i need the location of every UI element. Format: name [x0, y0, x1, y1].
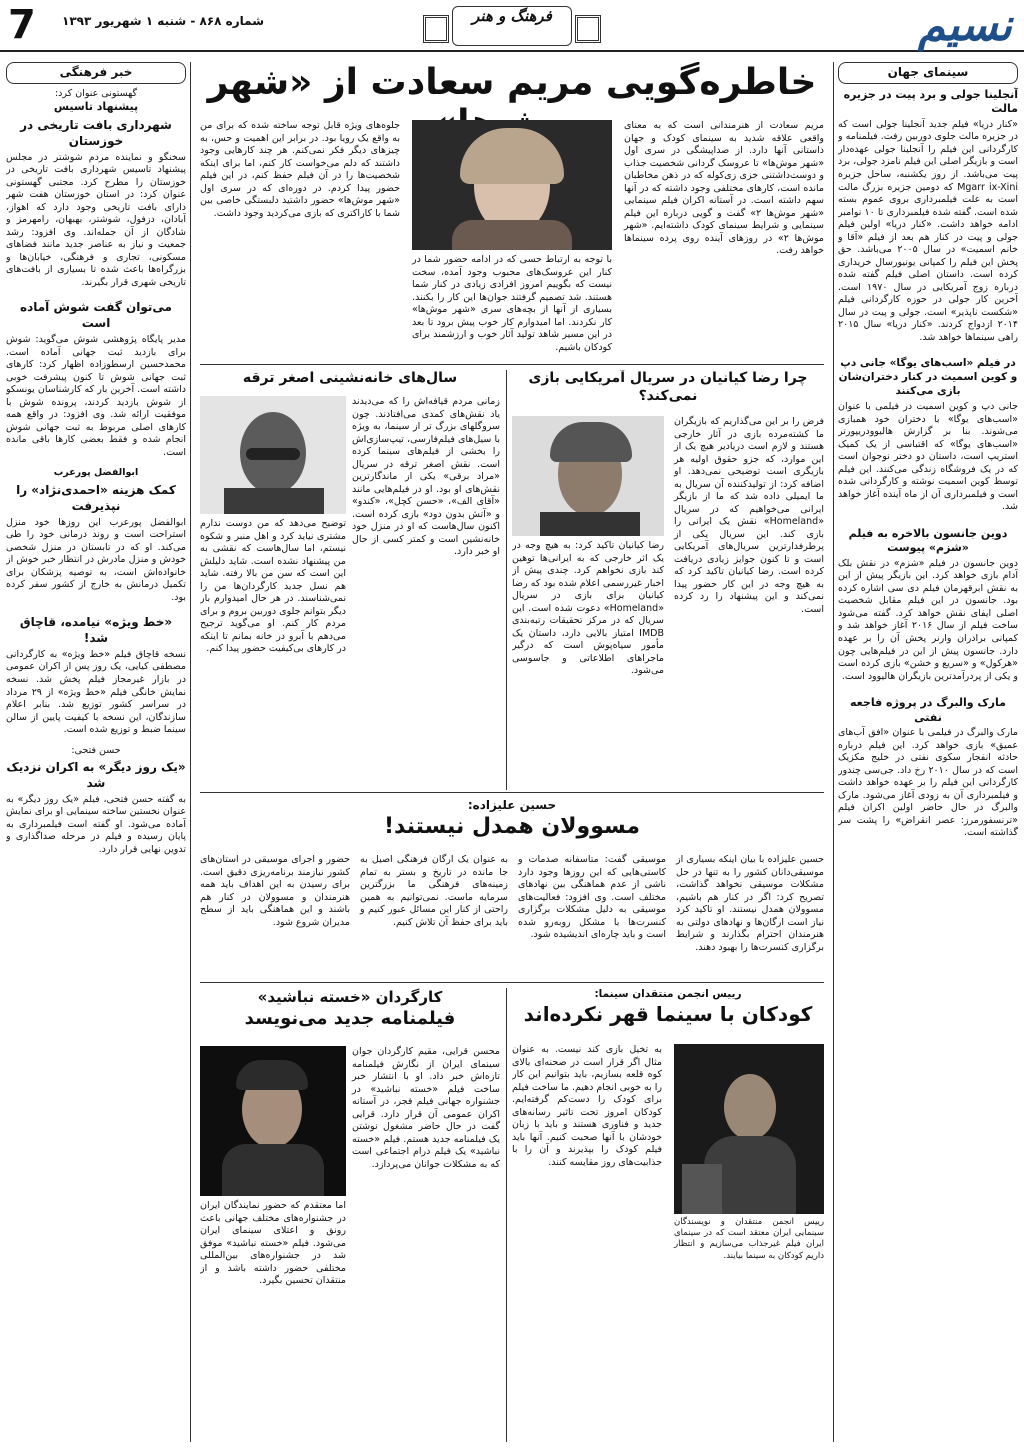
article-body: جانی دپ و کوین اسمیت در فیلمی با عنوان «اسب‌های یوگا» با دختران خود همبازی می‌شوند. بنا بر گزارش هالیوودریپورتر «اسب‌های یوگا» که اقتباسی از یک کمیک استریپ است، داستان دو دختر نوجوان است که در یک فروشگاه زندگی می‌کنند. این فیلم توسط کوین اسمیت نوشته و کارگردانی شده است و فیلمبرداری آن از ماه آینده آغاز خواهد شد. [838, 401, 1018, 513]
article-title: دوین جانسون بالاخره به فیلم «شزم» پیوست [848, 526, 1008, 555]
article-body: توضیح می‌دهد که من دوست ندارم مشتری نیاید کرد و اهل منبر و شکوه نیستم، اما سال‌هاست که نقشی به من پیشنهاد نشده است. شاید دلیلش این است که سن من بالا رفته. شاید هم نسل جدید کارگردان‌ها من را نمی‌شناسند. در هر حال امیدوارم بار دیگر بتوانم جلوی دوربین بروم و برای مردم کار کنم. او می‌گوید ترجیح می‌دهم با آبرو در خانه بمانم تا اینکه در کارهای بی‌کیفیت حضور پیدا کنم. [200, 518, 346, 655]
article-body: ابوالفضل پورعرب این روزها خود منزل استراحت است و روند درمانی خود را طی می‌کند. او که در تابستان در منزل شخصی خودش و منزل مادرش در انتظار خبر خوش از خانواده‌اش است، به توصیه پزشکان برای تکمیل درمانش به خارج از کشور سفر کرده بود. [6, 516, 186, 603]
article-body: با توجه به ارتباط حسی که در ادامه حضور شما در کنار این عروسک‌های محبوب وجود آمده، سخت نیست که بگوییم امروز افرادی زیادی در کنار شما هستند. شد تصمیم گرفتند جوان‌ها این کار را بکنند. بسیاری از آنها از بچه‌های سری «شهر موش‌ها» کار نکردند. اما امیدوارم کار خوب پیش برود تا بعد در این مسیر شاهد تولید آثار خوب و ارزشمند برای کودکان باشیم. [412, 254, 612, 353]
article-body: اما معتقدم که حضور نمایندگان ایران در جشنواره‌های مختلف جهانی باعث رونق و اعتلای سینمای ایران می‌شود. فیلم «خسته نباشید» موفق شد در جشنواره‌های بین‌المللی مختلفی حضور داشته باشد و از منتقدان تحسین بگیرد. [200, 1200, 346, 1287]
maryam-saadat-photo [412, 120, 612, 250]
torghe-story [200, 370, 500, 790]
section-title: فرهنگ و هنر [452, 6, 572, 46]
article-body: موسیقی گفت: متاسفانه صدمات و کاستی‌هایی که این روزها وجود دارد ناشی از عدم هماهنگی بین نهادهای مختلف است. وی افزود: فعالیت‌های موسیقی به دلیل مشکلات برگزاری کنسرت‌ها با مشکل روبه‌رو شده است و باید چاره‌ای اندیشیده شود. [518, 854, 666, 941]
article-title: در فیلم «اسب‌های یوگا» جانی دپ و کوین اسمیت در کنار دختران‌شان بازی می‌کنند [838, 357, 1018, 398]
article-body: سخنگو و نماینده مردم شوشتر در مجلس پیشنهاد تاسیس شهرداری بافت تاریخی در خوزستان را مطرح کرد. مجتبی گهستونی عنوان کرد: در استان خوزستان هفت شهر دارای بافت تاریخی وجود دارد که اهواز، آبادان، دزفول، شوشتر، بهبهان، رامهرمز و شادگان از آن جمله‌اند. وی افزود: رشد جمعیت و نیاز به عناصر جدید مانند فضاهای مسکونی، تجاری و فرهنگی، خیابان‌ها و بزرگراه‌ها باعث شده تا بسیاری از بافت‌های تاریخی شهری قرار بگیرند. [6, 151, 186, 288]
article-body: مارک والبرگ در فیلمی با عنوان «افق آب‌های عمیق» بازی خواهد کرد. این فیلم درباره حادثه انفجار سکوی نفتی در خلیج مکزیک است که در سال ۲۰۱۰ رخ داد. جی‌سی چندور کارگردانی این فیلم را بر عهده خواهد داشت و فیلمبرداری آن به زودی آغاز می‌شود. مارک والبرگ در حال حاضر اولین اکران فیلم «ترنسفورمرز: عصر انقراض» را پشت سر گذاشته است. [838, 727, 1018, 839]
photo-caption: رییس انجمن منتقدان و نویسندگان سینمایی ایران معتقد است که در سینمای ایران فیلم غیرجذاب می‌سازیم و انتظار داریم کودکان به سینما بیایند. [674, 1217, 824, 1261]
lead-headline: خاطره‌گویی مریم سعادت از «شهر [207, 62, 817, 103]
article-kicker: گهستونی عنوان کرد: [54, 87, 137, 99]
column-divider [506, 370, 507, 790]
kianian-story [512, 370, 824, 790]
newspaper-logo: نسیم [917, 0, 1012, 51]
cultural-news-header: خبر فرهنگی [6, 62, 186, 84]
article-title: چرا رضا کیانیان در سریال آمریکایی بازی نمی‌کند؟ [528, 370, 808, 404]
article-body: به عنوان یک ارگان فرهنگی اصیل به جا مانده در تاریخ و بستر به تمام زمینه‌های فرهنگی ما بزرگترین سرمایه ماست. نمی‌توانیم به همین راحتی از کنار این مسائل عبور کنیم و باید برای حفظ آن تلاش کنیم. [360, 854, 508, 928]
world-cinema-column [838, 62, 1018, 1442]
article-kicker: حسن فتحی: [71, 744, 121, 756]
article-body: مدیر پایگاه پژوهشی شوش می‌گوید: شوش برای بازدید ثبت جهانی آماده است. محمدحسین ارسطوزاده اظهار کرد: کارهای ثبت جهانی شوش تا کنون پیشرفت خوبی داشته است. آخرین بار که کارشناسان یونسکو از شوش بازدید کردند، پرونده شوش با موفقیت ارائه شد. وی افزود: در واقع همه کارهای اصلی مربوط به ثبت جهانی شوش انجام شده و فقط بعضی کارها باقی مانده است. [6, 334, 186, 458]
article-title: سال‌های خانه‌نشینی اصغر ترقه [242, 370, 458, 386]
article-body: حضور و اجرای موسیقی در استان‌های کشور نیازمند برنامه‌ریزی دقیق است. برای رسیدن به این اهداف باید همه هنرمندان و مسوولان در کنار هم باشند و این هماهنگی باید از سطح مدیران شروع شود. [200, 854, 350, 928]
article-title: فیلمنامه جدید می‌نویسد [244, 1007, 456, 1029]
alizadeh-story [200, 798, 824, 978]
article-body: به تخیل بازی کند نیست. به عنوان مثال اگر قرار است در صحنه‌ای بالای کوه قلعه بسازیم، باید بتوانیم این کار را به خوبی انجام دهیم. ما ساخت فیلم برای کودک را دست‌کم گرفته‌ایم. کودکان امروز تحت تاثیر رسانه‌های جدید و فناوری هستند و باید با زبان خودشان با آنها صحبت کنیم. آنها باید فیلم کودک را بپذیرند و آن را با جذابیت‌های روز مقایسه کنند. [512, 1044, 662, 1168]
article-body: جلوه‌های ویژه قابل توجه ساخته شده که برای من به واقع یک رویا بود. در برابر این اهمیت و حس، به چیزهای دیگر فکر نمی‌کنم. هر چند کارهایی وجود داشتند که دلم می‌خواست کار کنم، اما برای اینکه شخصیت‌ها را در آن فیلم حفظ کنم، در این فیلم حضور پیدا کردم. در دوره‌ای که در سری اول «شهر موش‌ها» حضور داشتید دلبستگی خاصی بین شما با کاراکتری که بازی می‌کردید وجود داشت. [200, 120, 400, 219]
masthead [0, 0, 1024, 52]
article-kicker: رییس انجمن منتقدان سینما: [594, 988, 742, 1000]
article-body: «کنار دریا» فیلم جدید آنجلینا جولی است که در جزیره مالت جلوی دوربین رفت. فیلمنامه و کارگردانی این فیلم را آنجلینا جولی عهده‌دار است و بازیگر اصلی این فیلم نامزد جولی، برد پیت می‌باشد. از روز یکشنبه، ساحل جزیره Mgarr ix-Xini که دومین جزیره بزرگ مالت است به علت فیلمبرداری بروی عموم بسته شده است. گفته شده فیلمبرداری تا ۱۰ نوامبر ادامه خواهد داشت. «کنار دریا» اولین فیلم جولی و پیت در کنار هم بعد از فیلم «آقا و خانم اسمیت» در سال ۲۰۰۵ می‌باشد. حق پخش این فیلم را کمپانی یونیورسال خریداری کرده است. داستان اصلی فیلم گفته شده درباره زوج آمریکایی در سال ۱۹۷۰ است. آخرین کار جولی در حوزه کارگردانی فیلم «شکست ناپذیر» است. جولی و پیت در سال ۲۰۱۴ ازدواج کردند. «کنار دریا» سال ۲۰۱۵ راهی سینماها خواهد شد. [838, 118, 1018, 343]
article-title: شهرداری بافت تاریخی در خوزستان [20, 117, 172, 148]
article-title: مسوولان همدل نیستند! [383, 813, 641, 839]
article-body: زمانی مردم قیافه‌اش را که می‌دیدند یاد نقش‌های کمدی می‌افتادند. چون سروگلهای بزرگ تر از سینما، به ویژه با سیل‌های فیلم‌فارسی، تیپ‌سازی‌اش را بخشی از فیلم‌های سینما کرده است. نقش اصغر ترقه در سریال «مراد برقی» یکی از ماندگارترین نقش‌های او بود. او در فیلم‌هایی مانند «آقای الف»، «حسن کچل»، «کندو» و «آتش بدون دود» بازی کرده است. اکنون سال‌هاست که او در منزل خود خانه‌نشین است و کمتر کسی از حال او خبر دارد. [352, 396, 500, 558]
section-divider [200, 982, 824, 983]
article-body: فرض را بر این می‌گذاریم که بازیگران ما کشته‌مرده بازی در آثار خارجی هستند و لازم است دریادیر هیچ یک از این موارد، که جزو حقوق اولیه هر بازیگری است توضیحی نمی‌دهد. او اضافه کرد: از تولیدکننده آن سریال به ما ایمیلی داده شد که ما از بازیگر ایرانی می‌خواهیم که در سریال «Homeland» نقش یک ایرانی را بازی کند. این سریال یکی از پرطرفدارترین سریال‌های آمریکایی است و تا کنون جوایز زیادی دریافت کرده است. رضا کیانیان تاکید کرد که به هیچ وجه در این کار حضور پیدا نمی‌کند و این پیشنهاد را رد کرده است. [674, 416, 824, 615]
article-body: به گفته حسن فتحی، فیلم «یک روز دیگر» به عنوان نخستین ساخته سینمایی او برای نمایش آماده می‌شود. او گفته است فیلمبرداری به پایان رسیده و فیلم در مرحله صداگذاری و تدوین نهایی قرار دارد. [6, 793, 186, 855]
page-number: 7 [8, 2, 36, 48]
article-body: دوین جانسون در فیلم «شزم» در نقش بلک آدام بازی خواهد کرد. این بازیگر پیش از این به نقش ابرقهرمان فیلم دی سی اشاره کرده بود. جانسون در این فیلم مقابل شخصیت اصلی ایفای نقش خواهد کرد. گفته می‌شود ساخت فیلم از سال ۲۰۱۶ آغاز خواهد شد و کمپانی برادران وارنر پخش آن را بر عهده دارد. جانسون پیش از این در فیلم‌هایی چون «هرکول» و «سریع و خشن» بازی کرده است و یکی از پردرآمدترین بازیگران هالیوود است. [838, 557, 1018, 682]
asghar-torghe-photo [200, 396, 346, 514]
section-divider [200, 792, 824, 793]
issue-info: شماره ۸۶۸ - شنبه ۱ شهریور ۱۳۹۳ [62, 14, 265, 28]
article-kicker: کارگردان «خسته نباشید» [257, 988, 443, 1006]
article-body: رضا کیانیان تاکید کرد: به هیچ وجه در یک اثر خارجی که به ایرانی‌ها توهین کند بازی نخواهم کرد. چندی پیش از اخبار غیررسمی اعلام شده بود که رضا کیانیان برای بازی در سریال «Homeland» دعوت شده است. این سریال که در مرکز تحقیقات رتبه‌بندی IMDB امتیاز بالایی دارد، داستان یک مأمور سیاه‌پوش است که درگیر ماجراهای اطلاعاتی و جاسوسی می‌شود. [512, 540, 664, 677]
article-title: مارک والبرگ در پروژه فاجعه نفتی [850, 696, 1006, 724]
section-divider [200, 364, 824, 365]
article-title: «یک روز دیگر» به اکران نزدیک شد [6, 760, 186, 790]
column-divider [190, 62, 191, 1442]
reza-kianian-photo [512, 416, 664, 536]
article-kicker: حسین علیزاده: [467, 798, 557, 812]
lead-story [200, 62, 824, 362]
article-body: محسن قرایی، مقیم کارگردان جوان سینمای ایران از نگارش فیلمنامه تازه‌اش خبر داد. او با انتشار خبر ساخت فیلم «خسته نباشید» در جشنواره جهانی فیلم فجر، در آستانه اکران عمومی آن قرار دارد. قرایی گفت در حال حاضر مشغول نوشتن یک فیلمنامه جدید هستم. فیلم «خسته نباشید» یک فیلم درام اجتماعی است که به مشکلات جوانان می‌پردازد. [352, 1046, 500, 1170]
article-title: می‌توان گفت شوش آماده است [20, 300, 172, 331]
critics-chief-photo [674, 1044, 824, 1214]
critics-story [512, 988, 824, 1442]
article-kicker: پیشنهاد تاسیس [53, 100, 139, 114]
article-title: آنجلینا جولی و برد پیت در جزیره مالت [843, 87, 1018, 116]
mohsen-gharaei-photo [200, 1046, 346, 1196]
column-divider [833, 62, 834, 1442]
world-cinema-header: سینمای جهان [838, 62, 1018, 84]
article-body: حسین علیزاده با بیان اینکه بسیاری از موسیقی‌دانان کشور را به تنها در حل مشکلات موسیقی نخواهد گذاشت، تصریح کرد: اگر در کنار هم باشیم، مسوولان همدل نیستند. او تاکید کرد نیاز است ارگان‌ها و نهادهای دولتی به هنرمندان احترام بگذارند و شرایط برگزاری کنسرت‌ها را بهبود دهند. [676, 854, 824, 953]
director-story [200, 988, 500, 1442]
column-divider [506, 988, 507, 1442]
article-kicker: ابوالفضل پورعرب [53, 467, 139, 479]
article-body: نسخه قاچاق فیلم «خط ویژه» به کارگردانی مصطفی کیایی، یک روز پس از اکران عمومی در بازار غیرمجاز فیلم پخش شد. نسخه نمایش خانگی فیلم «خط ویژه» از ۲۹ مرداد در سراسر کشور توزیع شد. بنابر اعلام سازندگان، این نسخه با کیفیت پایین از سالن سینما ضبط و توزیع شده است. [6, 648, 186, 736]
article-title: «خط ویژه» نیامده، قاچاق شد! [19, 615, 173, 646]
article-title: کمک هزینه «احمدی‌نژاد» را نپذیرفت [16, 482, 176, 513]
article-body: مریم سعادت از هنرمندانی است که به معنای واقعی علاقه شدید به سینمای کودک و جهان داستانی آنها دارد. از صداپیشگی در سری اول «شهر موش‌ها» تا عروسک گردانی شخصیت جذاب و دوست‌داشتنی خزی‌ زی‌کوله که در ذهن مخاطبان مانده است، کارهای مختلفی وجود داشته که در آنها سهم داشته است. در آستانه اکران فیلم سینمایی «شهر موش‌ها ۲» گفت و گویی درباره این فیلم سینمایی و شرایط سینمای کودک داشته‌ایم. «شهر موش‌ها ۲» در روزهای آینده روی پرده سینما‌ها خواهد رفت. [624, 120, 824, 257]
article-title: کودکان با سینما قهر نکرده‌اند [523, 1001, 813, 1026]
cultural-news-column [6, 62, 186, 1442]
